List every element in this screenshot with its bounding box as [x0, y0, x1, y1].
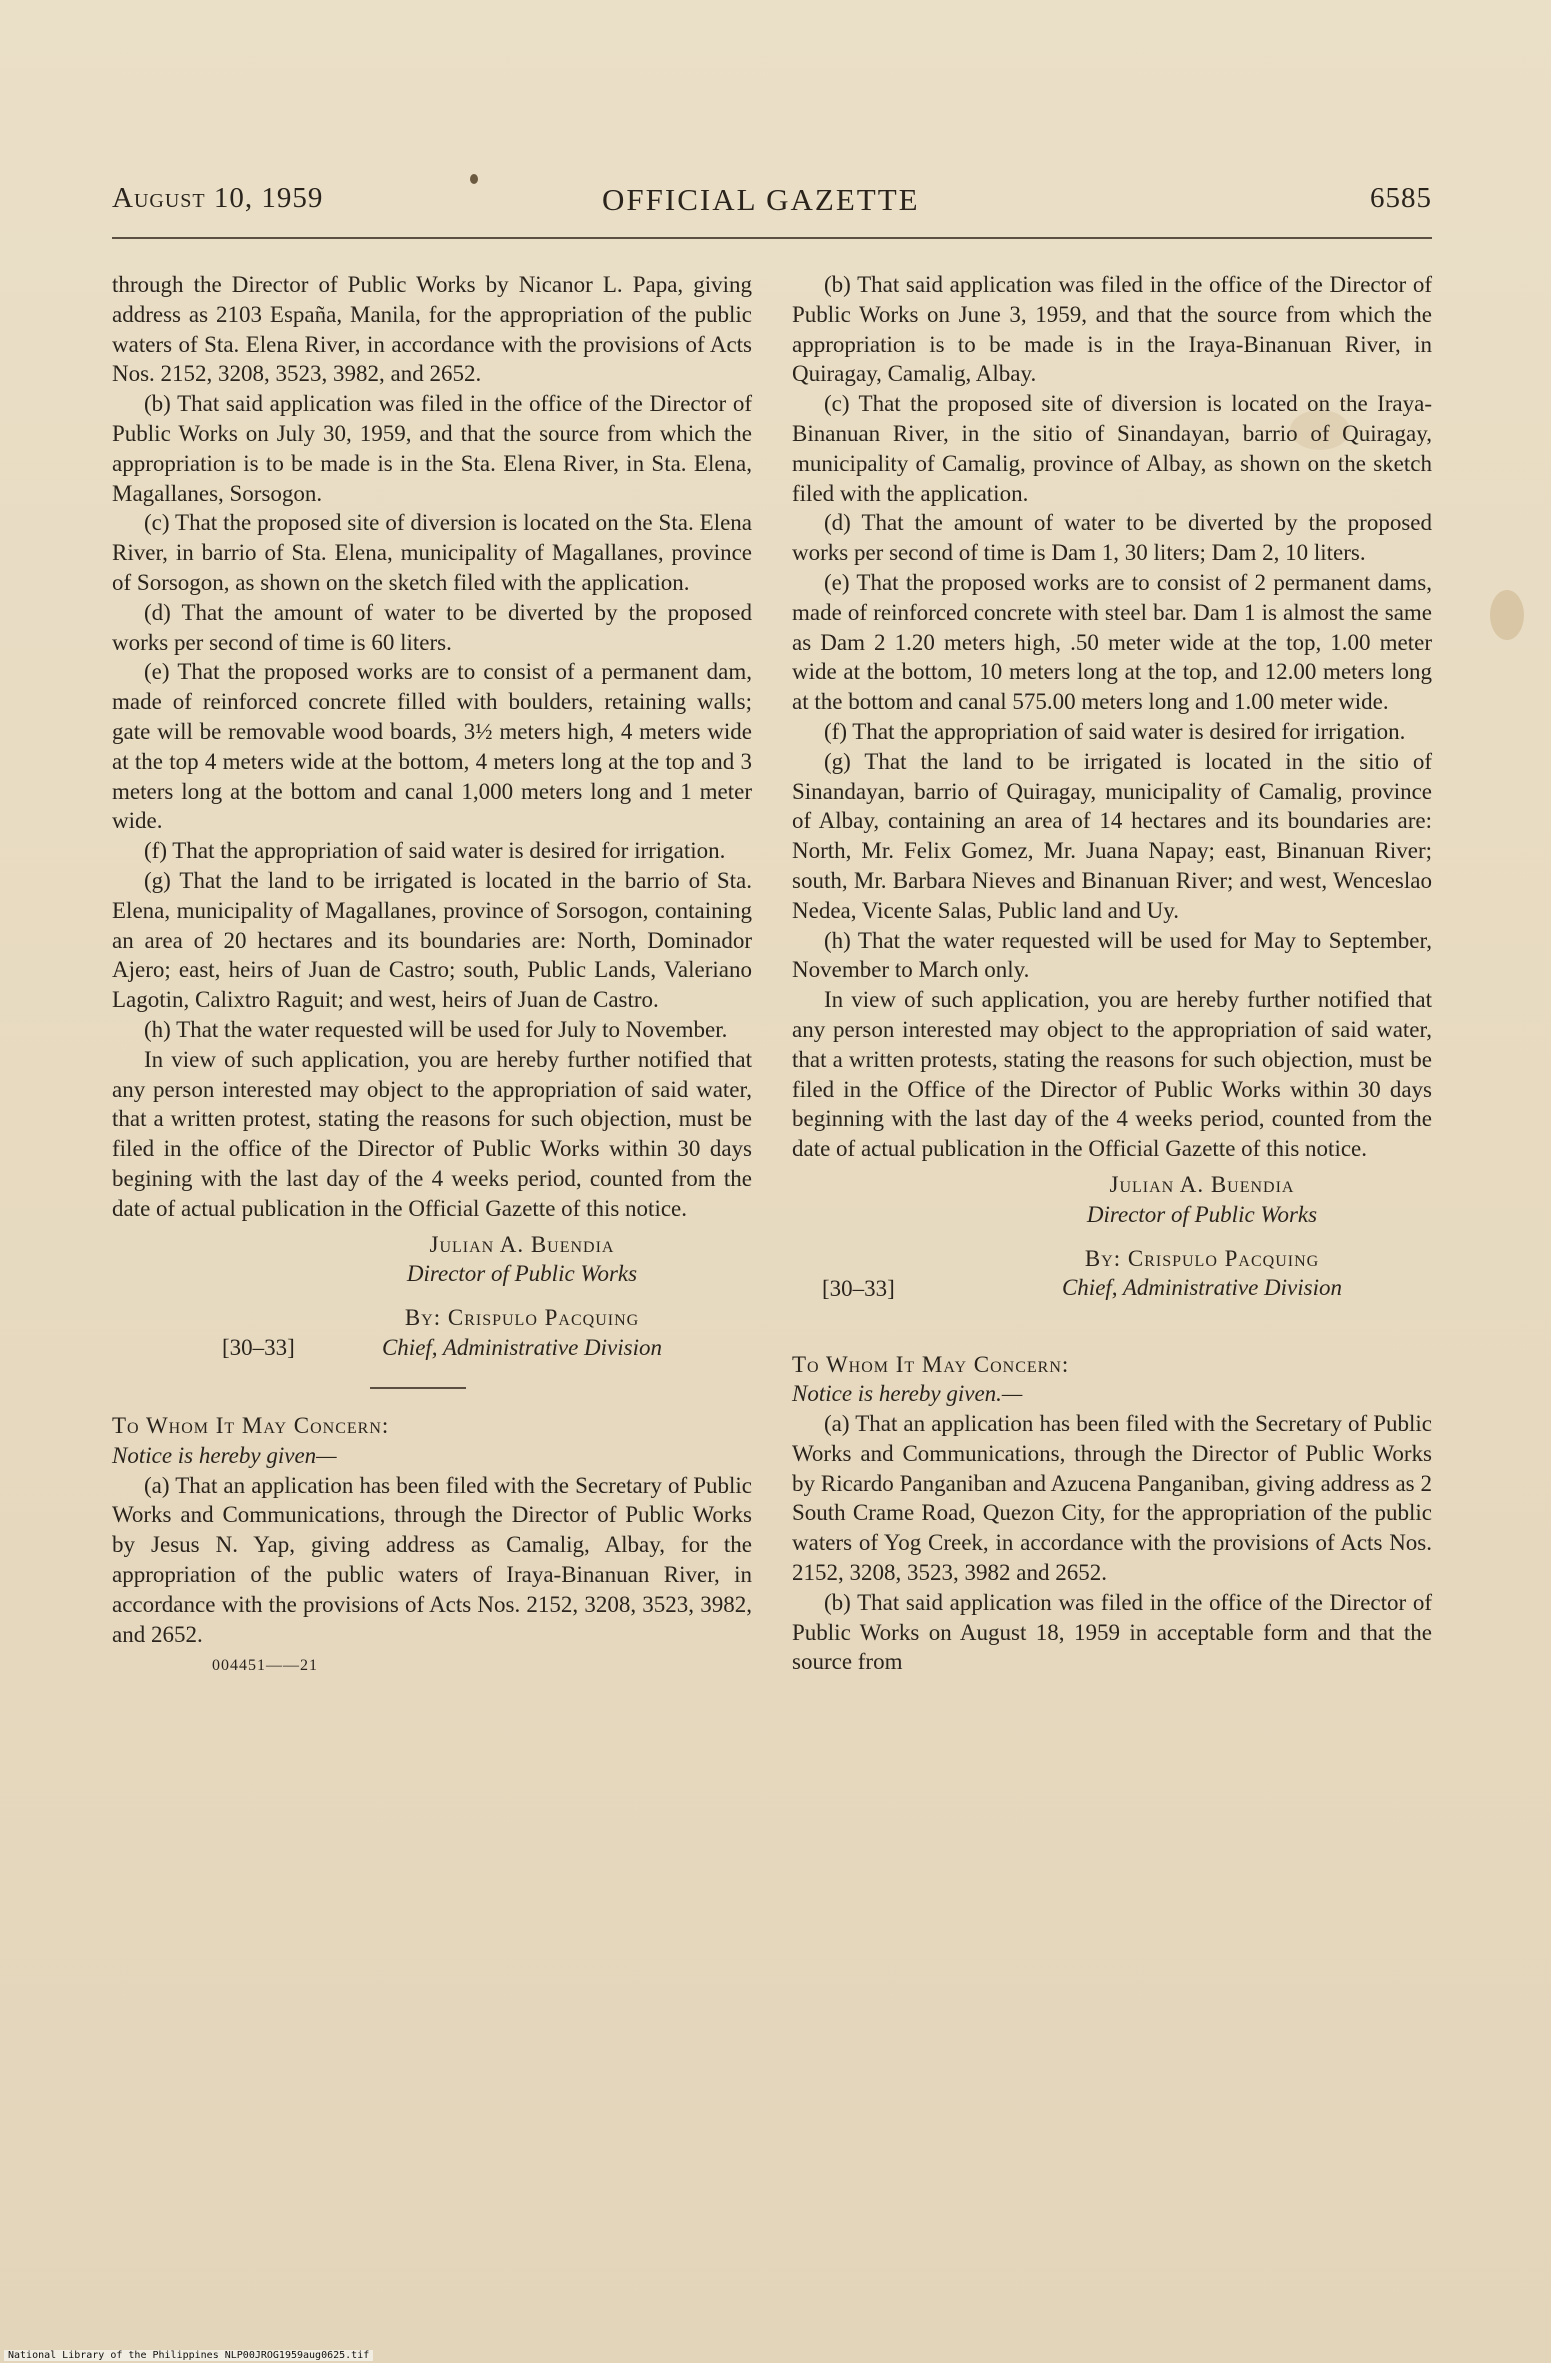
paragraph: (a) That an application has been filed with the Secretary of Public Works and Communications, through the Director of Public Works by Jesus N. Yap, giving address as Camalig, Albay, for the appropriation of the public waters of Iraya-Binanuan River, in accordance with the provisions of Acts Nos. 2152, 3208, 3523, 3982, and 2652.: [112, 1472, 752, 1647]
by-signatory: By: Crispulo Pacquing: [404, 1305, 640, 1331]
notice-heading: To Whom It May Concern:: [112, 1413, 390, 1439]
paragraph: (d) That the amount of water to be diverted by the proposed works per second of time is Dam 1, 30 liters; Dam 2, 10 liters.: [792, 510, 1432, 566]
paragraph: (e) That the proposed works are to consist of a permanent dam, made of reinforced concrete filled with boulders, retaining walls; gate will be removable wood boards, 3½ meters high, 4 meters wide at the top 4 meters wide at the bottom, 4 meters long at the top and 3 meters long at the bottom and canal 1,000 meters long and 1 meter wide.: [112, 659, 752, 834]
paragraph: (c) That the proposed site of diversion is located on the Iraya-Binanuan River, in the sitio of Sinandayan, barrio of Quiragay, municipality of Camalig, province of Albay, as shown on the sketch filed with the application.: [792, 391, 1432, 506]
header-date: August 10, 1959: [112, 182, 324, 214]
print-code: 004451——21: [212, 1657, 318, 1675]
byline-block: [792, 1244, 1432, 1306]
notice-intro: Notice is hereby given—: [112, 1442, 337, 1468]
signatory-name: Julian A. Buendia: [429, 1231, 615, 1257]
signatory-title: Director of Public Works: [406, 1261, 638, 1287]
paragraph: In view of such application, you are hereby further notified that any person interested may object to the appropriation of said water, that a written protests, stating the reasons for such objection, must be filed in the Office of the Director of Public Works within 30 days beginning with the last day of the 4 weeks period, counted from the date of actual publication in the Official Gazette of this notice.: [792, 987, 1432, 1162]
by-title: Chief, Administrative Division: [1061, 1275, 1343, 1301]
scan-credit: National Library of the Philippines NLP00JROG1959aug0625.tif: [4, 2350, 373, 2361]
paragraph: (b) That said application was filed in the office of the Director of Public Works on July 30, 1959, and that the source from which the appropriation is to be made is in the Sta. Elena River, in Sta. Elena, Magallanes, Sorsogon.: [112, 391, 752, 506]
paragraph: (h) That the water requested will be used for July to November.: [144, 1016, 728, 1042]
paper-stain: [1490, 590, 1524, 640]
by-signatory: By: Crispulo Pacquing: [1084, 1245, 1320, 1271]
paragraph: (b) That said application was filed in the office of the Director of Public Works on June 3, 1959, and that the source from which the appropriation is to be made is in the Iraya-Binanuan River, in Quiragay, Camalig, Albay.: [792, 272, 1432, 387]
right-column: [792, 270, 1432, 1677]
signature-block: [972, 1170, 1432, 1230]
issue-code: [30–33]: [222, 1335, 295, 1361]
signatory-title: Director of Public Works: [1086, 1201, 1318, 1227]
by-title: Chief, Administrative Division: [381, 1334, 663, 1360]
header-page-number: 6585: [1370, 182, 1432, 214]
page-header: [112, 182, 1432, 232]
byline-block: [112, 1303, 752, 1365]
paragraph: (a) That an application has been filed with the Secretary of Public Works and Communications, through the Director of Public Works by Ricardo Panganiban and Azucena Panganiban, giving address as 2 South Crame Road, Quezon City, for the appropriation of the public waters of Yog Creek, in accordance with the provisions of Acts Nos. 2152, 3208, 3523, 3982 and 2652.: [792, 1411, 1432, 1586]
paragraph: (h) That the water requested will be used for May to September, November to March only.: [792, 927, 1432, 983]
paragraph: (g) That the land to be irrigated is located in the barrio of Sta. Elena, municipality of Magallanes, province of Sorsogon, containing an area of 20 hectares and its boundaries are: North, Dominador Ajero; east, heirs of Juan de Castro; south, Public Lands, Valeriano Lagotin, Calixtro Raguit; and west, heirs of Juan de Castro.: [112, 867, 752, 1013]
paragraph: (d) That the amount of water to be diverted by the proposed works per second of time is 60 liters.: [112, 599, 752, 655]
header-title: OFFICIAL GAZETTE: [602, 182, 920, 217]
paragraph: (f) That the appropriation of said water is desired for irrigation.: [824, 718, 1406, 744]
issue-code: [30–33]: [822, 1275, 895, 1301]
notice-heading: To Whom It May Concern:: [792, 1351, 1070, 1377]
spacer: [792, 1306, 1432, 1350]
paragraph: (f) That the appropriation of said water is desired for irrigation.: [144, 838, 726, 864]
paragraph: (b) That said application was filed in the office of the Director of Public Works on August 18, 1959 in acceptable form and that the source from: [792, 1589, 1432, 1675]
paragraph: (c) That the proposed site of diversion is located on the Sta. Elena River, in barrio of Sta. Elena, municipality of Magallanes, province of Sorsogon, as shown on the sketch filed with the application.: [112, 510, 752, 595]
signatory-name: Julian A. Buendia: [1109, 1171, 1295, 1197]
paragraph: (e) That the proposed works are to consist of 2 permanent dams, made of reinforced concrete with steel bar. Dam 1 is almost the same as Dam 2 1.20 meters high, .50 meter wide at the top, 1.00 meter wide at the bottom, 10 meters long at the top, and 12.00 meters long at the bottom and canal 575.00 meters long and 1.00 meter wide.: [792, 569, 1432, 715]
paragraph: through the Director of Public Works by Nicanor L. Papa, giving address as 2103 España, Manila, for the appropriation of the public waters of Sta. Elena River, in accordance with the provisions of Acts Nos. 2152, 3208, 3523, 3982, and 2652.: [112, 272, 752, 387]
paragraph: (g) That the land to be irrigated is located in the sitio of Sinandayan, barrio of Quiragay, municipality of Camalig, province of Albay, containing an area of 14 hectares and its boundaries are: North, Mr. Felix Gomez, Mr. Juana Napay; east, Binanuan River; south, Mr. Barbara Nieves and Binanuan River; and west, Wenceslao Nedea, Vicente Salas, Public land and Uy.: [792, 748, 1432, 923]
left-column: [112, 270, 752, 1681]
paragraph: In view of such application, you are hereby further notified that any person interested may object to the appropriation of said water, that a written protest, stating the reasons for such objection, must be filed in the office of the Director of Public Works within 30 days begining with the last day of the 4 weeks period, counted from the date of actual publication in the Official Gazette of this notice.: [112, 1046, 752, 1221]
section-divider: [370, 1387, 466, 1389]
signature-block: [292, 1230, 752, 1290]
header-rule: [112, 237, 1432, 239]
notice-intro: Notice is hereby given.—: [792, 1381, 1023, 1407]
